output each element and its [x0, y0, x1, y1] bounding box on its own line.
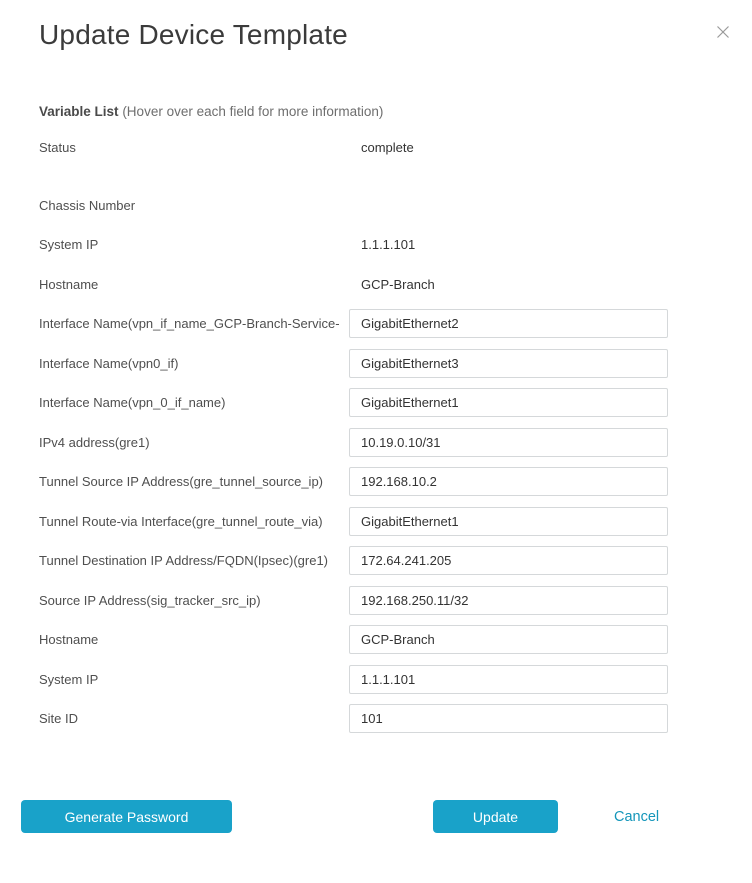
dialog-footer: [0, 800, 752, 833]
close-icon: [715, 24, 731, 40]
update-button[interactable]: Update: [433, 800, 558, 833]
system-ip-input[interactable]: [349, 665, 668, 694]
dialog-content: [0, 18, 752, 733]
input-row-site-id: [39, 704, 708, 733]
dialog-title: Update Device Template: [39, 19, 348, 50]
field-label: Status: [39, 140, 76, 155]
field-label: Chassis Number: [39, 198, 136, 213]
field-label: Interface Name(vpn_if_name_GCP-Branch-Service-: [39, 316, 340, 331]
ipv4-address-gre1-input[interactable]: [349, 428, 668, 457]
input-row-interface-name-vpn0-if: [39, 349, 708, 378]
field-label: System IP: [39, 671, 99, 687]
variable-list-hint: (Hover over each field for more information): [122, 104, 384, 119]
field-label: Tunnel Destination IP Address/FQDN(Ipsec)(gre1): [39, 553, 329, 568]
tunnel-source-ip-input[interactable]: [349, 467, 668, 496]
interface-name-vpn0-if-input[interactable]: [349, 349, 668, 378]
field-value: GCP-Branch: [361, 277, 435, 292]
field-label: Source IP Address(sig_tracker_src_ip): [39, 592, 261, 608]
field-label: Interface Name(vpn0_if): [39, 355, 179, 371]
tunnel-destination-ip-input[interactable]: [349, 546, 668, 575]
field-label: Tunnel Source IP Address(gre_tunnel_source_ip): [39, 474, 324, 489]
input-row-source-ip-tracker: [39, 586, 708, 615]
variable-list-title: Variable List: [39, 104, 119, 119]
interface-name-vpn-0-if-name-input[interactable]: [349, 388, 668, 417]
static-row-status: [39, 140, 708, 156]
close-button[interactable]: [714, 23, 732, 41]
input-row-interface-name-service: [39, 309, 708, 338]
hostname-input[interactable]: [349, 625, 668, 654]
source-ip-tracker-input[interactable]: [349, 586, 668, 615]
field-label: System IP: [39, 237, 99, 252]
input-row-interface-name-vpn-0-if-name: [39, 388, 708, 417]
variable-list-header: [39, 103, 708, 120]
input-row-tunnel-source-ip: [39, 467, 708, 496]
field-label: Hostname: [39, 277, 99, 292]
field-label: Hostname: [39, 632, 99, 647]
static-row-system-ip: [39, 237, 708, 253]
field-value: 1.1.1.101: [361, 237, 416, 252]
tunnel-route-via-input[interactable]: [349, 507, 668, 536]
input-row-system-ip: [39, 665, 708, 694]
field-label: Site ID: [39, 711, 79, 726]
field-label: Tunnel Route-via Interface(gre_tunnel_route_via): [39, 513, 323, 529]
generate-password-button[interactable]: Generate Password: [21, 800, 232, 833]
field-label: Interface Name(vpn_0_if_name): [39, 395, 226, 410]
field-value: complete: [361, 140, 414, 155]
input-row-tunnel-route-via: [39, 507, 708, 536]
field-label: IPv4 address(gre1): [39, 434, 150, 450]
input-row-tunnel-destination-ip: [39, 546, 708, 575]
input-row-ipv4-address-gre1: [39, 428, 708, 457]
field-value: [349, 198, 361, 214]
input-row-hostname: [39, 625, 708, 654]
static-row-hostname: [39, 277, 708, 293]
site-id-input[interactable]: [349, 704, 668, 733]
interface-name-service-input[interactable]: [349, 309, 668, 338]
static-row-chassis-number: [39, 198, 708, 214]
cancel-link[interactable]: Cancel: [614, 808, 660, 825]
